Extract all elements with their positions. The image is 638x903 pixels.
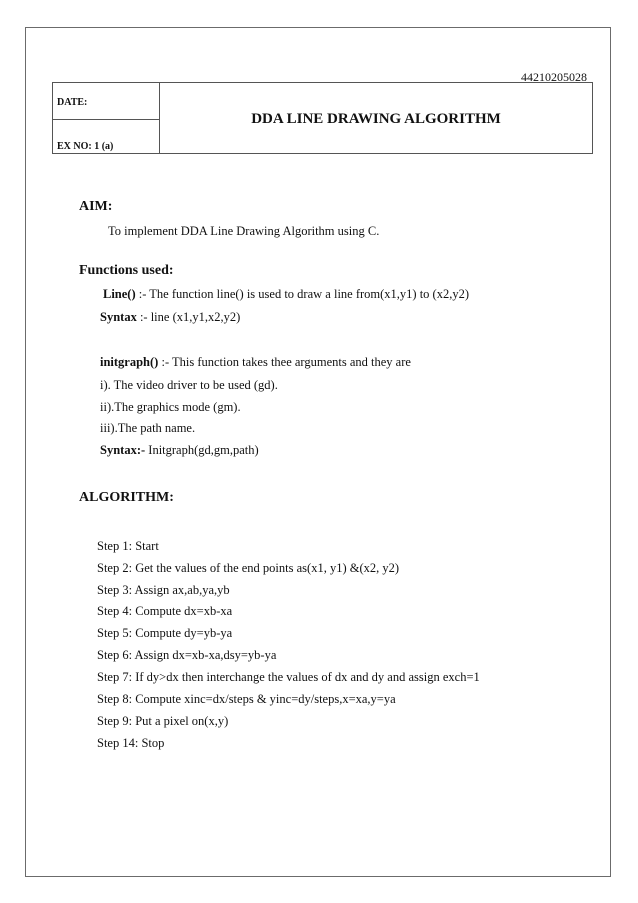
header-table (52, 82, 593, 154)
initgraph-arg: ii).The graphics mode (gm). (100, 400, 241, 414)
initgraph-syntax (100, 443, 259, 458)
functions-heading: Functions used: (79, 263, 174, 278)
algorithm-step: Step 7: If dy>dx then interchange the values of dx and dy and assign exch=1 (97, 670, 480, 684)
initgraph-syntax-label: Syntax:- (100, 443, 146, 457)
algorithm-step: Step 8: Compute xinc=dx/steps & yinc=dy/steps,x=xa,y=ya (97, 692, 396, 706)
line-function-text: :- The function line() is used to draw a line from(x1,y1) to (x2,y2) (135, 287, 470, 301)
algorithm-step: Step 1: Start (97, 539, 159, 553)
initgraph-desc (100, 355, 411, 370)
aim-heading: AIM: (79, 199, 113, 214)
line-function-name: Line() (103, 287, 136, 301)
algorithm-step: Step 5: Compute dy=yb-ya (97, 626, 233, 640)
initgraph-arg: i). The video driver to be used (gd). (100, 378, 278, 392)
roll-number: 44210205028 (521, 70, 587, 84)
aim-text: To implement DDA Line Drawing Algorithm using C. (108, 224, 380, 238)
initgraph-arg: iii).The path name. (100, 421, 196, 435)
exno-label: EX NO: 1 (a) (57, 141, 114, 152)
algorithm-step: Step 6: Assign dx=xb-xa,dsy=yb-ya (97, 648, 277, 662)
algorithm-heading: ALGORITHM: (79, 490, 174, 505)
initgraph-name: initgraph() (100, 355, 159, 369)
header-left-cell (53, 83, 160, 153)
algorithm-step: Step 9: Put a pixel on(x,y) (97, 714, 229, 728)
line-function-desc (103, 287, 469, 302)
algorithm-step: Step 3: Assign ax,ab,ya,yb (97, 583, 230, 597)
initgraph-syntax-text: Initgraph(gd,gm,path) (145, 443, 259, 457)
initgraph-text: :- This function takes thee arguments and they are (158, 355, 411, 369)
algorithm-step: Step 14: Stop (97, 736, 165, 750)
line-syntax-label: Syntax (100, 310, 137, 324)
algorithm-step: Step 4: Compute dx=xb-xa (97, 604, 233, 618)
line-syntax (100, 310, 240, 325)
algorithm-step: Step 2: Get the values of the end points as(x1, y1) &(x2, y2) (97, 561, 400, 575)
document-title: DDA LINE DRAWING ALGORITHM (251, 111, 501, 127)
line-syntax-text: :- line (x1,y1,x2,y2) (136, 310, 241, 324)
date-label: DATE: (53, 83, 159, 120)
